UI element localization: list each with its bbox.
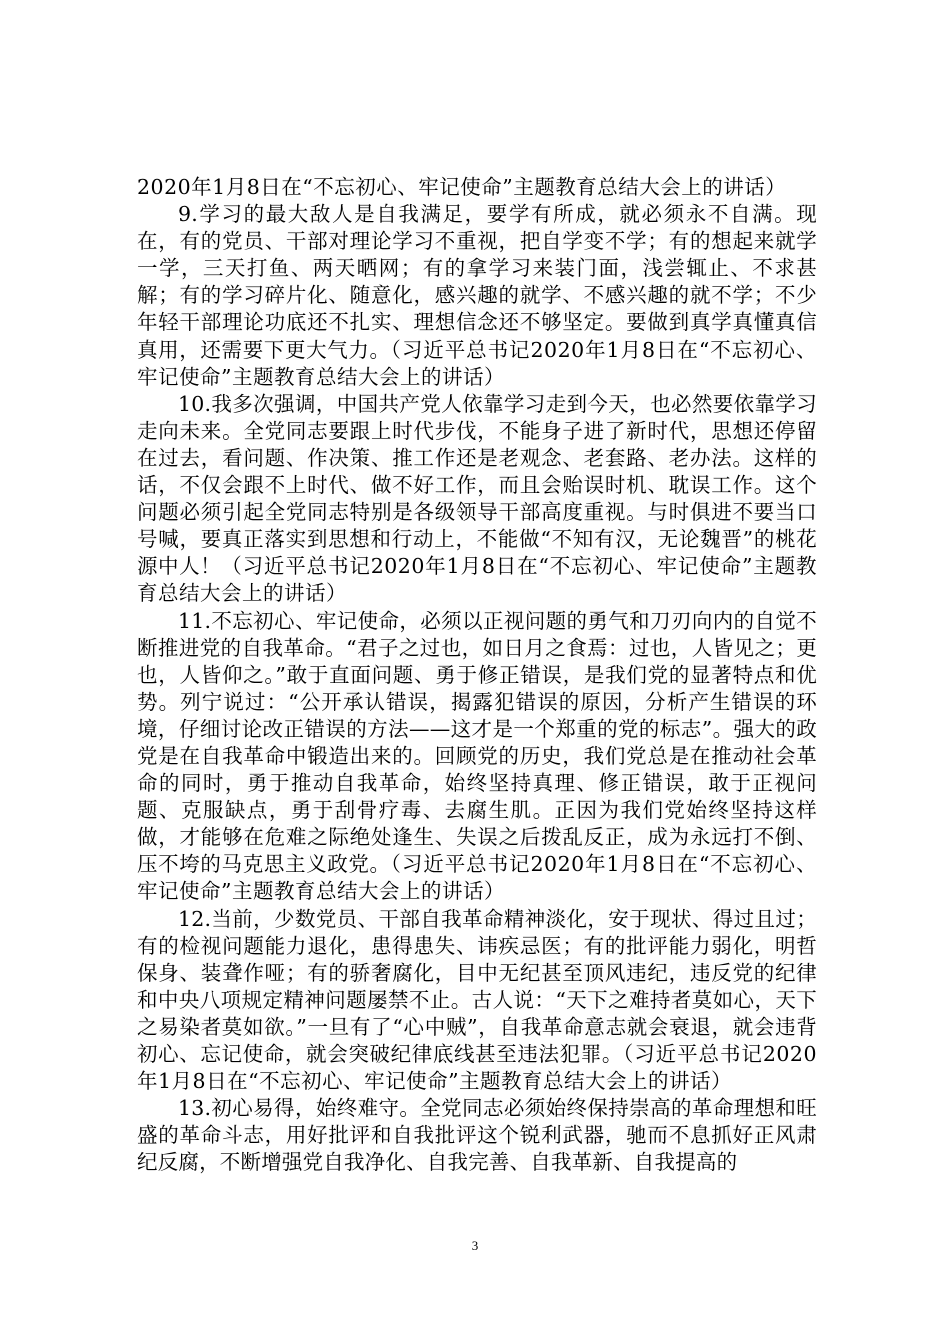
paragraph-body: 12.当前，少数党员、干部自我革命精神淡化，安于现状、得过且过；有的检视问题能力退化，患得患失、讳疾忌医；有的批评能力弱化，明哲保身、装聋作哑；有的骄奢腐化，目中无纪甚至顶风违纪，违反党的纪律和中央八项规定精神问题屡禁不止。古人说：“天下之难持者莫如心，天下之易染者莫如欲。”一旦有了“心中贼”，自我革命意志就会衰退，就会违背初心、忘记使命，就会突破纪律底线甚至违法犯罪。: [137, 906, 817, 1066]
paragraph-11: [137, 608, 817, 906]
paragraph-body: 11.不忘初心、牢记使命，必须以正视问题的勇气和刀刃向内的自觉不断推进党的自我革命。“君子之过也，如日月之食焉：过也，人皆见之；更也，人皆仰之。”敢于直面问题、勇于修正错误，是我们党的显著特点和优势。列宁说过：“公开承认错误，揭露犯错误的原因，分析产生错误的环境，仔细讨论改正错误的方法——这才是一个郑重的党的标志”。强大的政党是在自我革命中锻造出来的。回顾党的历史，我们党总是在推动社会革命的同时，勇于推动自我革命，始终坚持真理、修正错误，敢于正视问题、克服缺点，勇于刮骨疗毒、去腐生肌。正因为我们党始终坚持这样做，才能够在危难之际绝处逢生、失误之后拨乱反正，成为永远打不倒、压不垮的马克思主义政党。: [137, 608, 817, 877]
paragraph-9: [137, 201, 817, 391]
paragraph-body: 9.学习的最大敌人是自我满足，要学有所成，就必须永不自满。现在，有的党员、干部对理论学习不重视，把自学变不学；有的想起来就学一学，三天打鱼、两天晒网；有的拿学习来装门面，浅尝辄止、不求甚解；有的学习碎片化、随意化，感兴趣的就学、不感兴趣的就不学；不少年轻干部理论功底还不扎实、理想信念还不够坚定。要做到真学真懂真信真用，还需要下更大气力。: [137, 202, 817, 362]
paragraph-source: （习近平总书记2020年1月8日在“不忘初心、牢记使命”主题教育总结大会上的讲话）: [137, 1042, 817, 1094]
paragraph-source: （习近平总书记2020年1月8日在“不忘初心、牢记使命”主题教育总结大会上的讲话）: [137, 554, 817, 606]
paragraph-source: 2020年1月8日在“不忘初心、牢记使命”主题教育总结大会上的讲话）: [137, 175, 787, 199]
paragraph-body: 13.初心易得，始终难守。全党同志必须始终保持崇高的革命理想和旺盛的革命斗志，用好批评和自我批评这个锐利武器，驰而不息抓好正风肃纪反腐，不断增强党自我净化、自我完善、自我革新、自我提高的: [137, 1096, 817, 1175]
paragraph-source: （习近平总书记2020年1月8日在“不忘初心、牢记使命”主题教育总结大会上的讲话）: [137, 337, 817, 389]
page-number: 3: [471, 1238, 479, 1253]
paragraph-13: [137, 1095, 817, 1176]
paragraph-body: 10.我多次强调，中国共产党人依靠学习走到今天，也必然要依靠学习走向未来。全党同志要跟上时代步伐，不能身子进了新时代，思想还停留在过去，看问题、作决策、推工作还是老观念、老套路、老办法。这样的话，不仅会跟不上时代、做不好工作，而且会贻误时机、耽误工作。这个问题必须引起全党同志特别是各级领导干部高度重视。与时俱进不要当口号喊，要真正落实到思想和行动上，不能做“不知有汉，无论魏晋”的桃花源中人！: [137, 391, 817, 579]
paragraph-10: [137, 391, 817, 608]
paragraph-12: [137, 906, 817, 1096]
paragraph-source: （习近平总书记2020年1月8日在“不忘初心、牢记使命”主题教育总结大会上的讲话）: [137, 852, 817, 904]
paragraph-continuation: [137, 174, 817, 201]
document-page: [137, 174, 817, 1176]
